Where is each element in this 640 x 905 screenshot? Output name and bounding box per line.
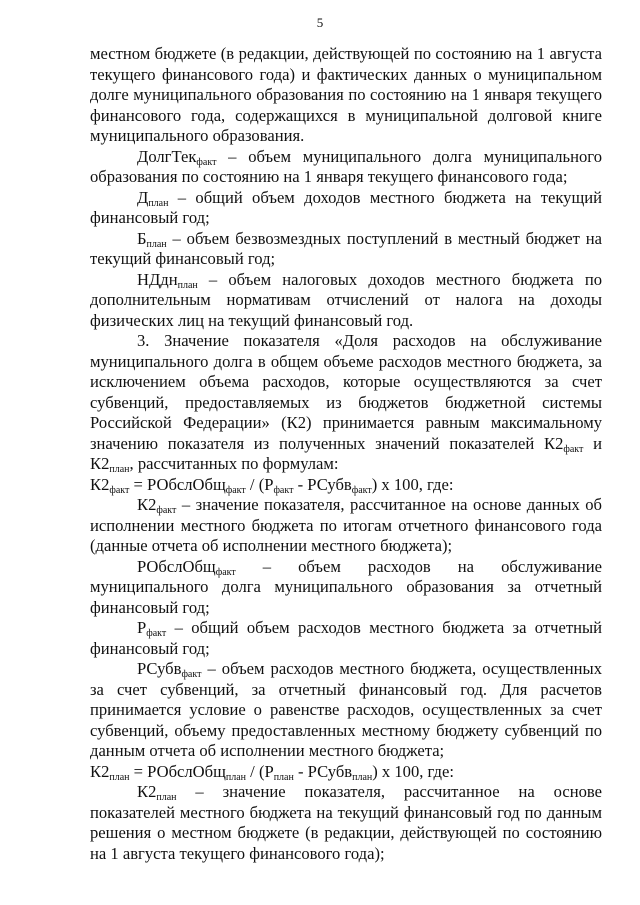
definition-k2-fact: $К2_{факт}$ – значение показателя, рассчитанное на основе данных об исполнении местного бюджета по итогам отчетного финансового года (данные отчета об исполнении местного бюджета);	[90, 495, 602, 555]
formula-k2-plan: $К2_{план}$ = РОбслОбщ$_{план}$ / ($Р_{план}$ - РСубв$_{план}$) х 100, где:	[90, 761, 454, 783]
paragraph-continuation: местном бюджете (в редакции, действующей по состоянию на 1 августа текущего финансового года) и фактических данных о муниципальном долге муниципального образования по состоянию на 1 января текущего финансового года, содержащихся в муниципальной долговой книге муниципального образования.	[90, 44, 602, 145]
definition-rsubv-fact: РСубв$_{факт}$ – объем расходов местного бюджета, осуществленных за счет субвенций, за отчетный финансовый год. Для расчетов принимается условие о равенстве расходов, осуществленных за счет субвенций, объему предоставленных местному бюджету субвенций по данным отчета об исполнении местного бюджета;	[90, 659, 602, 760]
document-body	[90, 44, 602, 864]
definition-b-plan: $Б_{план}$ – объем безвозмездных поступлений в местный бюджет на текущий финансовый год;	[90, 228, 602, 268]
paragraph-item-3: 3. Значение показателя «Доля расходов на обслуживание муниципального долга в общем объеме расходов местного бюджета, за исключением объема расходов, которые осуществляются за счет субвенций, предоставляемых из бюджетов бюджетной системы Российской Федерации» (К2) принимается равным максимальному значению показателя из полученных значений показателей $К2_{факт}$ и $К2_{план}$, рассчитанных по формулам:	[90, 331, 602, 475]
definition-robslobshch-fact: РОбслОбщ$_{факт}$ – объем расходов на обслуживание муниципального долга муниципального образования за отчетный финансовый год;	[90, 556, 602, 617]
definition-dolgtek: ДолгТек$_{факт}$ – объем муниципального долга муниципального образования по состоянию на 1 января текущего финансового года;	[90, 146, 602, 186]
definition-r-fact: $Р_{факт}$ – общий объем расходов местного бюджета за отчетный финансовый год;	[90, 618, 602, 658]
definition-d-plan: $Д_{план}$ – общий объем доходов местного бюджета на текущий финансовый год;	[90, 187, 602, 227]
definition-k2-plan: $К2_{план}$ – значение показателя, рассчитанное на основе показателей местного бюджета на текущий финансовый год по данным решения о местном бюджете (в редакции, действующей по состоянию на 1 августа текущего финансового года);	[90, 782, 602, 863]
definition-nddn-plan: НДдн$_{план}$ – объем налоговых доходов местного бюджета по дополнительным нормативам отчислений от налога на доходы физических лиц на текущий финансовый год.	[90, 269, 602, 330]
formula-k2-fact: $К2_{факт}$ = РОбслОбщ$_{факт}$ / ($Р_{факт}$ - РСубв$_{факт}$) х 100, где:	[90, 474, 454, 496]
page-number: 5	[316, 15, 324, 30]
